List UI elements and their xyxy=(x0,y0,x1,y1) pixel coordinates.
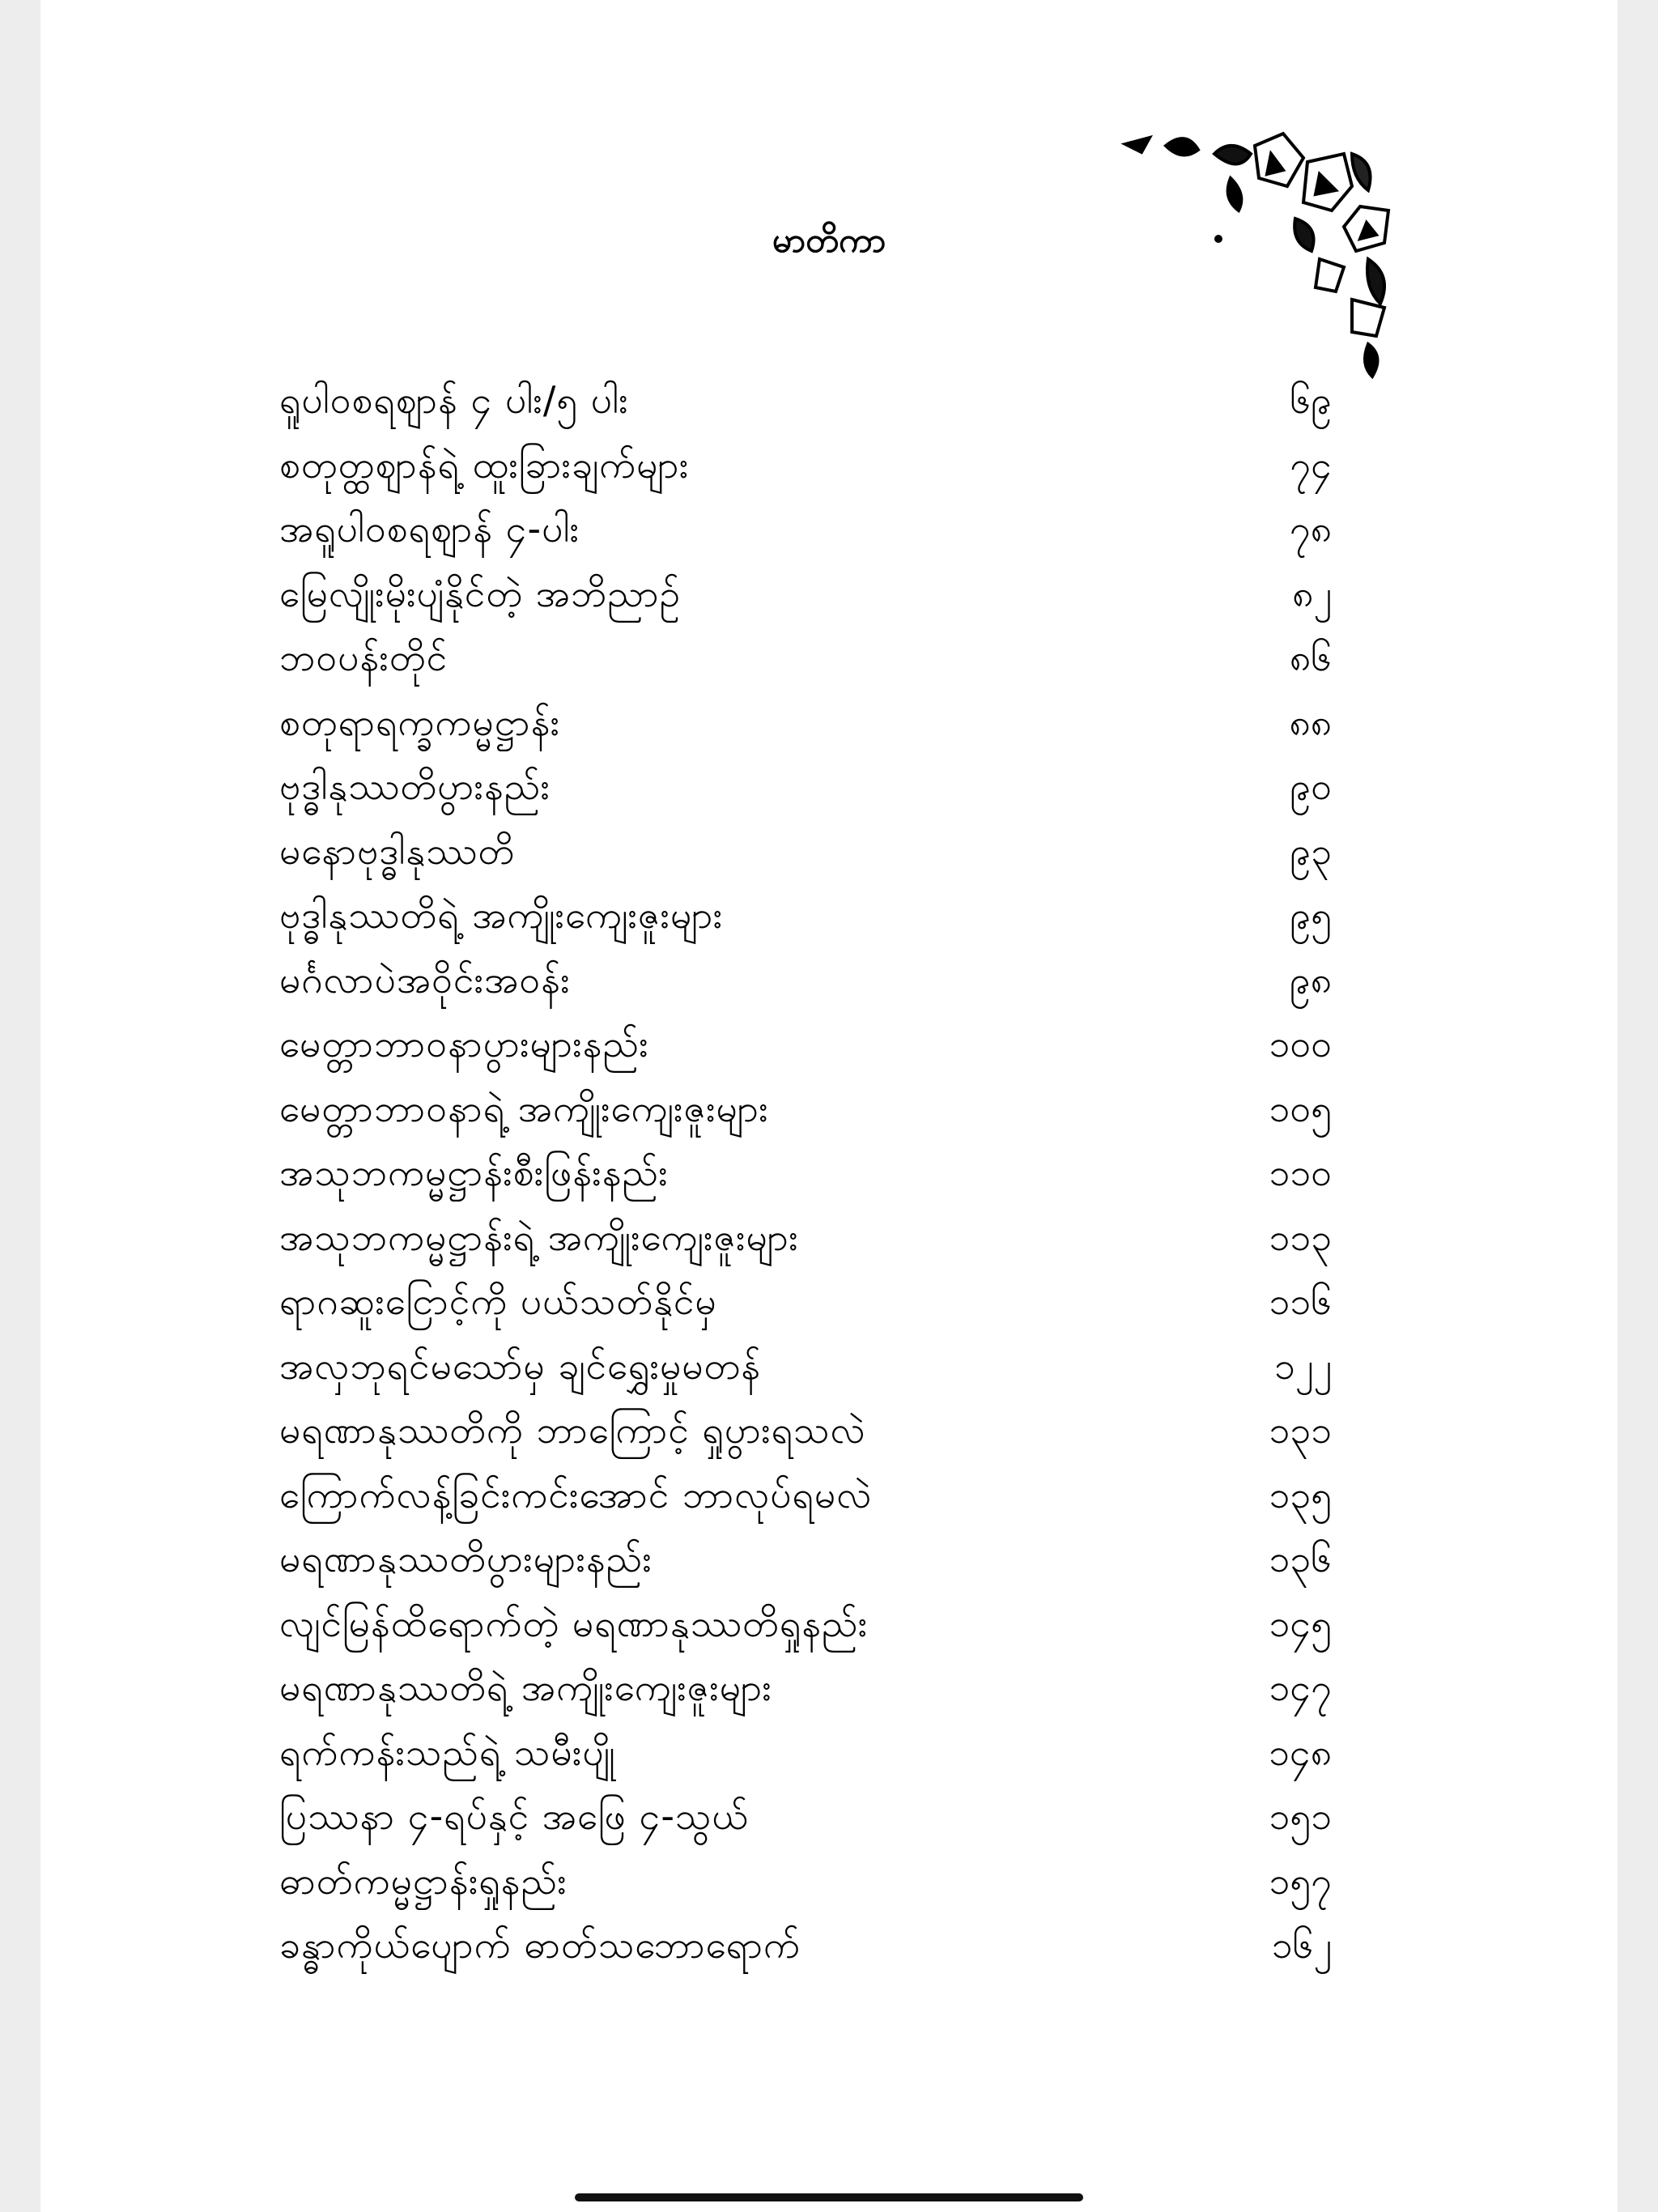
toc-entry-title: အသုဘကမ္မဋ္ဌာန်းရဲ့ အကျိုးကျေးဇူးများ xyxy=(279,1214,799,1259)
toc-entry xyxy=(279,501,1332,566)
toc-entry xyxy=(279,1081,1332,1146)
toc-entry-title: မရဏာနုဿတိပွားများနည်း xyxy=(279,1537,653,1581)
home-indicator[interactable] xyxy=(575,2193,1083,2201)
toc-entry-title: ဓာတ်ကမ္မဋ္ဌာန်းရှုနည်း xyxy=(279,1858,568,1903)
toc-entry xyxy=(279,1467,1332,1532)
toc-entry-page: ၈၂ xyxy=(1292,571,1332,615)
toc-entry-page: ၁၁၆ xyxy=(1269,1279,1332,1324)
toc-entry xyxy=(279,695,1332,759)
toc-entry-page: ၁၁၃ xyxy=(1269,1214,1332,1259)
toc-entry-title: မေတ္တာဘာဝနာရဲ့ အကျိုးကျေးဇူးများ xyxy=(279,1086,769,1130)
toc-entry xyxy=(279,1210,1332,1274)
toc-entry xyxy=(279,1917,1332,1982)
toc-entry xyxy=(279,1274,1332,1338)
toc-entry-title: ရူပါဝစရဈာန် ၄ ပါး/၅ ပါး xyxy=(279,378,629,423)
toc-entry xyxy=(279,566,1332,631)
toc-entry-page: ၁၅၇ xyxy=(1269,1858,1332,1903)
toc-entry-page: ၁၃၆ xyxy=(1269,1537,1332,1581)
toc-title: မာတိကာ xyxy=(772,220,886,260)
toc-entry xyxy=(279,372,1332,437)
toc-entry-page: ၈၆ xyxy=(1289,636,1332,680)
toc-entry-page: ၁၀၀ xyxy=(1269,1022,1332,1066)
toc-entry xyxy=(279,823,1332,888)
toc-entry-page: ၉၀ xyxy=(1290,764,1332,809)
toc-entry-page: ၁၅၁ xyxy=(1269,1794,1332,1839)
toc-entry-title: မင်္ဂလာပဲအဝိုင်းအဝန်း xyxy=(279,957,571,1002)
toc-entry xyxy=(279,1016,1332,1081)
toc-entry-title: စတုရာရက္ခကမ္မဋ္ဌာန်း xyxy=(279,700,561,744)
toc-entry-title: မေတ္တာဘာဝနာပွားများနည်း xyxy=(279,1022,649,1066)
toc-entry-page: ၉၃ xyxy=(1290,828,1332,873)
toc-entry-page: ၁၄၈ xyxy=(1268,1729,1332,1774)
toc-entry-title: စတုတ္ထဈာန်ရဲ့ ထူးခြားချက်များ xyxy=(279,442,690,487)
toc-entry-page: ၁၄၇ xyxy=(1269,1665,1332,1710)
toc-entry-page: ၇၄ xyxy=(1290,442,1332,487)
toc-entry xyxy=(279,887,1332,952)
toc-entry-title: ကြောက်လန့်ခြင်းကင်းအောင် ဘာလုပ်ရမလဲ xyxy=(279,1472,873,1516)
toc-entry-title: ဗုဒ္ဓါနုဿတိပွားနည်း xyxy=(279,764,551,809)
toc-entry xyxy=(279,1531,1332,1596)
toc-entry xyxy=(279,759,1332,823)
toc-entry xyxy=(279,1725,1332,1789)
toc-entry xyxy=(279,1660,1332,1725)
toc-entry-page: ၁၃၁ xyxy=(1269,1408,1332,1453)
toc-entry-title: ခန္ဓာကိုယ်ပျောက် ဓာတ်သဘောရောက် xyxy=(279,1923,801,1967)
toc-entry xyxy=(279,1789,1332,1853)
toc-entry xyxy=(279,1145,1332,1210)
toc-entry-page: ၈၈ xyxy=(1289,700,1332,744)
toc-entry xyxy=(279,1338,1332,1403)
toc-entry xyxy=(279,1853,1332,1918)
toc-entry-title: မနောဗုဒ္ဓါနုဿတိ xyxy=(279,828,516,873)
toc-entry-title: အလှဘုရင်မသော်မှ ချင်ရွှေးမှုမတန် xyxy=(279,1343,762,1388)
toc-entry-page: ၉၈ xyxy=(1289,957,1332,1002)
toc-entry-title: မရဏာနုဿတိရဲ့ အကျိုးကျေးဇူးများ xyxy=(279,1665,772,1710)
toc-entry-title: ဘဝပန်းတိုင် xyxy=(279,636,449,680)
toc-entry xyxy=(279,1402,1332,1467)
toc-entry-page: ၆၉ xyxy=(1290,378,1332,423)
toc-entry-title: အသုဘကမ္မဋ္ဌာန်းစီးဖြန်းနည်း xyxy=(279,1151,669,1195)
toc-entry-title: အရူပါဝစရဈာန် ၄-ပါး xyxy=(279,507,580,551)
toc-entry-page: ၁၀၅ xyxy=(1269,1086,1332,1130)
toc-entry-title: မရဏာနုဿတိကို ဘာကြောင့် ရှုပွားရသလဲ xyxy=(279,1408,866,1453)
toc-entry-page: ၁၆၂ xyxy=(1271,1923,1332,1967)
toc-entry-page: ၁၄၅ xyxy=(1269,1601,1332,1645)
toc-entry-title: ပြဿနာ ၄-ရပ်နှင့် အဖြေ ၄-သွယ် xyxy=(279,1794,750,1839)
toc-entry-title: လျင်မြန်ထိရောက်တဲ့ မရဏာနုဿတိရှုနည်း xyxy=(279,1601,869,1645)
toc-entry-page: ၉၅ xyxy=(1290,893,1332,938)
toc-entry-title: ရက်ကန်းသည်ရဲ့ သမီးပျို xyxy=(279,1729,616,1774)
toc-entry-page: ၇၈ xyxy=(1289,507,1332,551)
toc-entry-title: မြေလျိုးမိုးပျံနိုင်တဲ့ အဘိညာဉ် xyxy=(279,571,682,615)
toc-entry-page: ၁၃၅ xyxy=(1269,1472,1332,1516)
toc-entry xyxy=(279,952,1332,1017)
toc-entry-page: ၁၁၀ xyxy=(1269,1151,1332,1195)
toc-entry-page: ၁၂၂ xyxy=(1273,1343,1332,1388)
toc-entry xyxy=(279,1596,1332,1661)
toc-entry xyxy=(279,437,1332,502)
toc-entry xyxy=(279,630,1332,695)
toc-list xyxy=(279,372,1332,1982)
toc-entry-title: ဗုဒ္ဓါနုဿတိရဲ့ အကျိုးကျေးဇူးများ xyxy=(279,893,724,938)
toc-entry-title: ရာဂဆူးငြောင့်ကို ပယ်သတ်နိုင်မှ xyxy=(279,1279,717,1324)
